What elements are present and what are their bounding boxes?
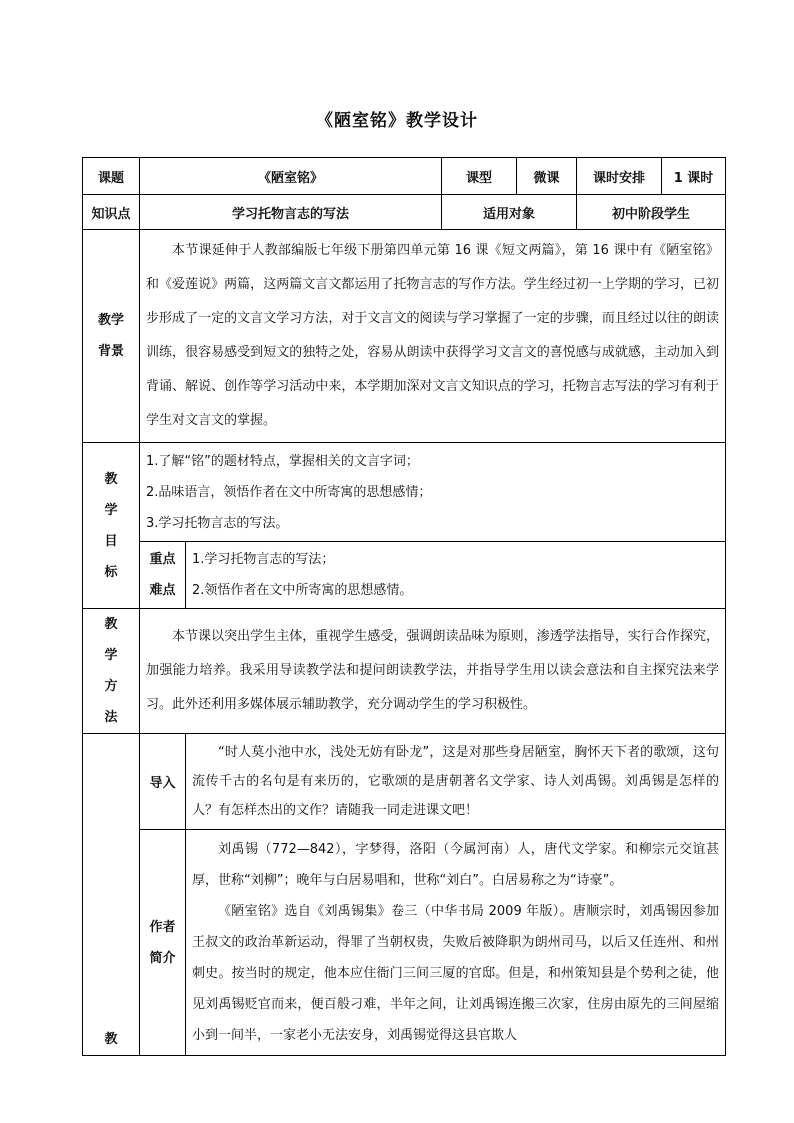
label-goals [83,443,140,609]
lesson-plan-frame [82,157,725,1047]
label-goals-char: 学 [104,502,118,518]
row-method [83,609,726,734]
label-method-char: 教 [104,617,118,632]
key-difficult-text [186,542,726,609]
row-author [83,830,726,1056]
author-text-cell [186,830,726,1056]
label-author [140,830,186,1056]
background-text-cell [140,230,726,443]
label-process: 教 [83,734,140,1056]
label-background-a: 教学 [97,313,124,328]
lesson-plan-table [82,157,726,1056]
label-hours: 课时安排 [577,158,662,195]
lesson-type-value: 微课 [517,158,577,195]
row-topic [83,158,726,195]
intro-text-cell [186,734,726,830]
goal-item: 1.了解“铭”的题材特点，掌握相关的文言字词； [146,453,419,469]
hours-value: 1 课时 [662,158,726,195]
author-background: 《陋室铭》选自《刘禹锡集》卷三（中华书局 2009 年版）。唐顺宗时，刘禹锡因参加王叔文的政治革新运动，得罪了当朝权贵，失败后被降职为朗州司马，以后又任连州、和州刺史。按当时的规定，他本应住衙门三间三厦的官邸。但是，和州策知县是个势利之徒，他见刘禹锡贬官而来，便百般刁难，半年之间，让刘禹锡连搬三次家，住房由原先的三间屋缩小到一间半，一家老小无法安身，刘禹锡觉得这县官欺人 [192,904,720,1043]
label-goals-char: 标 [104,564,118,580]
row-knowledge [83,195,726,230]
label-method-char: 方 [104,679,118,694]
method-text: 本节课以突出学生主体，重视学生感受，强调朗读品味为原则，渗透学法指导，实行合作探究，加强能力培养。我采用导读教学法和提问朗读教学法，并指导学生用以读会意法和自主探究法来学习。此外还利用多媒体展示辅助教学，充分调动学生的学习积极性。 [146,629,720,712]
audience-value: 初中阶段学生 [577,195,726,230]
method-text-cell [140,609,726,734]
label-goals-char: 教 [104,471,118,487]
row-goals [83,443,726,542]
label-method [83,609,140,734]
label-difficult: 难点 [149,583,176,598]
label-goals-char: 目 [104,533,118,549]
label-key: 重点 [149,552,176,567]
label-background [83,230,140,443]
background-text: 本节课延伸于人教部编版七年级下册第四单元第 16 课《短文两篇》，第 16 课中有《陋室铭》和《爱莲说》两篇，这两篇文言文都运用了托物言志的写作方法。学生经过初一上学期的学习，已初步形成了一定的文言文学习方法，对于文言文的阅读与学习掌握了一定的步骤，而且经过以往的朗读训练，很容易感受到短文的独特之处，容易从朗读中获得学习文言文的喜悦感与成就感，主动加入到背诵、解说、创作等学习活动中来，本学期加深对文言文知识点的学习，托物言志写法的学习有利于学生对文言文的掌握。 [146,243,720,428]
difficult-point: 2.领悟作者在文中所寄寓的思想感情。 [192,583,413,598]
label-intro: 导入 [140,734,186,830]
intro-text: “时人莫小池中水，浅处无妨有卧龙”，这是对那些身居陋室，胸怀天下者的歌颂，这句流传千古的名句是有来历的，它歌颂的是唐朝著名文学家、诗人刘禹锡。刘禹锡是怎样的人？有怎样杰出的文作？请随我一同走进课文吧！ [192,745,720,818]
label-method-char: 学 [104,648,118,663]
document-title: 《陋室铭》教学设计 [316,111,478,131]
goals-list [140,443,726,542]
key-point: 1.学习托物言志的写法； [192,552,335,567]
topic-value: 《陋室铭》 [140,158,442,195]
label-knowledge: 知识点 [83,195,140,230]
label-method-char: 法 [104,710,118,725]
knowledge-value: 学习托物言志的写法 [140,195,442,230]
row-key-difficult [83,542,726,609]
label-author-b: 简介 [149,950,176,966]
row-background [83,230,726,443]
author-bio: 刘禹锡（772—842），字梦得，洛阳（今属河南）人，唐代文学家。和柳宗元交谊甚厚，世称“刘柳”；晚年与白居易唱和，世称“刘白”。白居易称之为“诗豪”。 [192,842,720,888]
label-audience: 适用对象 [442,195,577,230]
label-background-b: 背景 [97,344,124,359]
goal-item: 3.学习托物言志的写法。 [146,515,289,531]
label-lesson-type: 课型 [442,158,517,195]
label-topic: 课题 [83,158,140,195]
row-intro [83,734,726,830]
label-key-difficult [140,542,186,609]
label-author-a: 作者 [149,919,176,935]
goal-item: 2.品味语言，领悟作者在文中所寄寓的思想感情； [146,484,432,500]
